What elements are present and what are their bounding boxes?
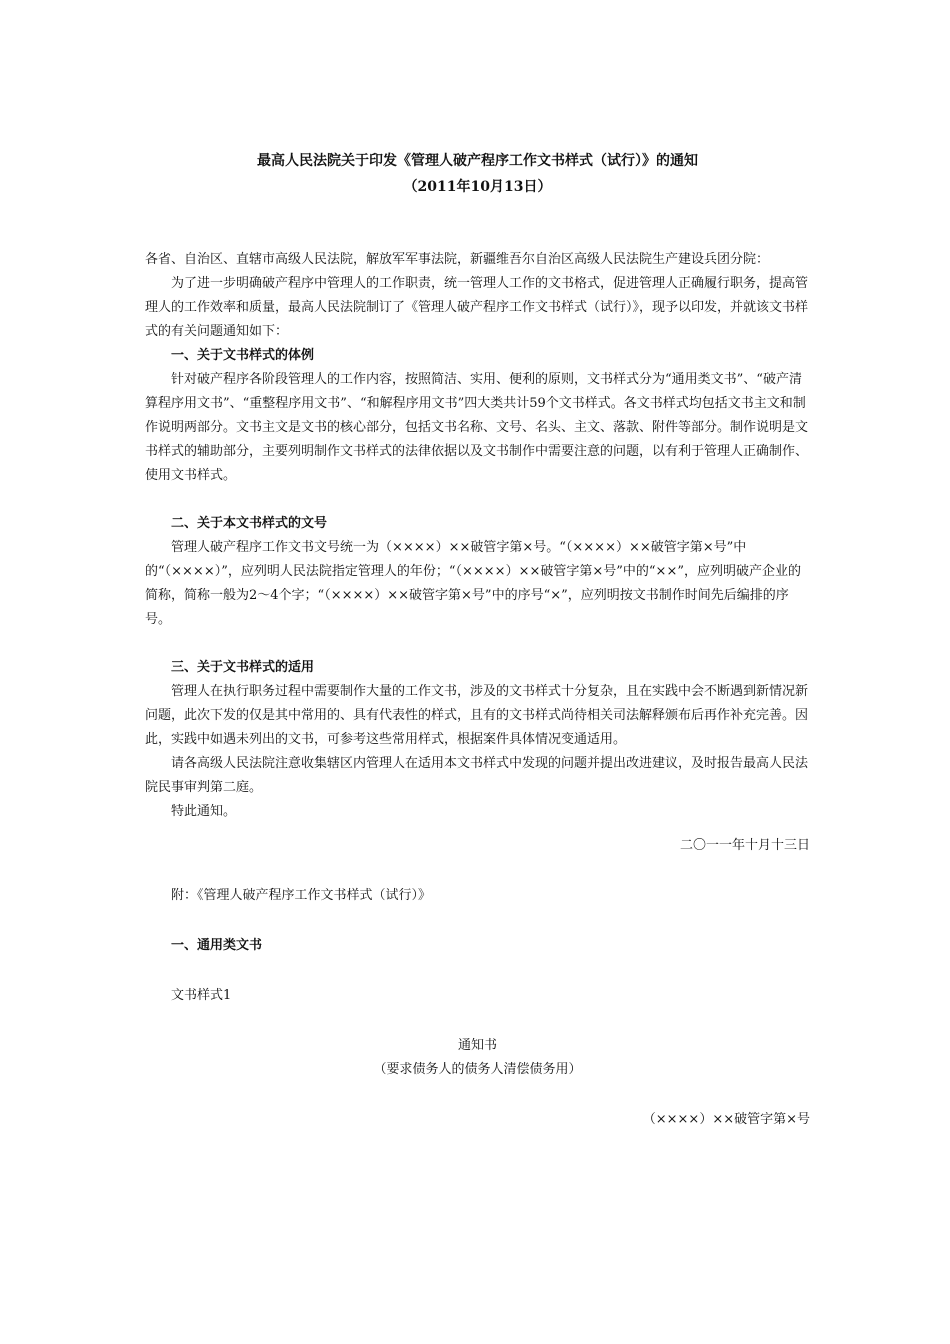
addressee: 各省、自治区、直辖市高级人民法院，解放军军事法院，新疆维吾尔自治区高级人民法院生产建设兵团分院： [145,252,770,267]
notice-title: 通知书 [457,1038,497,1053]
sample-label: 文书样式1 [171,988,232,1003]
attachment-line: 附：《管理人破产程序工作文书样式（试行）》 [171,888,432,903]
document-body [145,148,810,1132]
spacer [145,488,810,512]
spacer [145,958,810,984]
section-3-body: 管理人在执行职务过程中需要制作大量的工作文书，涉及的文书样式十分复杂，且在实践中会不断遇到新情况新问题，此次下发的仅是其中常用的、具有代表性的样式，且有的文书样式尚待相关司法解释颁布后再作补充完善。因此，实践中如遇未列出的文书，可参考这些常用样式，根据案件具体情况变通适用。 [145,684,809,747]
section-2-body: 管理人破产程序工作文书文号统一为（××××）××破管字第×号。“（××××）××破管字第×号”中的“（××××）”，应列明人民法院指定管理人的年份；“（××××）××破管字第×号”中的“××”，应列明破产企业的简称，简称一般为2～4个字；“（××××）××破管字第×号”中的序号“×”，应列明按文书制作时间先后编排的序号。 [145,540,801,627]
signature-date: 二〇一一年十月十三日 [679,838,810,853]
closing-line: 特此通知。 [171,804,237,819]
section-2-heading: 二、关于本文书样式的文号 [171,516,328,531]
spacer [145,1008,810,1034]
spacer [145,824,810,834]
category-heading: 一、通用类文书 [171,938,263,953]
intro-paragraph: 为了进一步明确破产程序中管理人的工作职责，统一管理人工作的文书格式，促进管理人正确履行职务，提高管理人的工作效率和质量，最高人民法院制订了《管理人破产程序工作文书样式（试行）》，现予以印发，并就该文书样式的有关问题通知如下： [145,276,809,339]
document-date: （2011年10月13日） [403,179,552,195]
document-number: （××××）××破管字第×号 [642,1112,810,1127]
request-paragraph: 请各高级人民法院注意收集辖区内管理人在适用本文书样式中发现的问题并提出改进建议，及时报告最高人民法院民事审判第二庭。 [145,756,809,795]
spacer [145,632,810,656]
spacer [145,1082,810,1108]
section-3-heading: 三、关于文书样式的适用 [171,660,315,675]
document-title: 最高人民法院关于印发《管理人破产程序工作文书样式（试行）》的通知 [257,153,698,169]
spacer [145,908,810,934]
section-1-heading: 一、关于文书样式的体例 [171,348,315,363]
section-1-body: 针对破产程序各阶段管理人的工作内容，按照简洁、实用、便利的原则，文书样式分为“通用类文书”、“破产清算程序用文书”、“重整程序用文书”、“和解程序用文书”四大类共计59个文书样式。各文书样式均包括文书主文和制作说明两部分。文书主文是文书的核心部分，包括文书名称、文号、名头、主文、落款、附件等部分。制作说明是文书样式的辅助部分，主要列明制作文书样式的法律依据以及文书制作中需要注意的问题，以有利于管理人正确制作、使用文书样式。 [145,372,809,483]
notice-subtitle: （要求债务人的债务人清偿债务用） [373,1062,582,1077]
spacer [145,858,810,884]
